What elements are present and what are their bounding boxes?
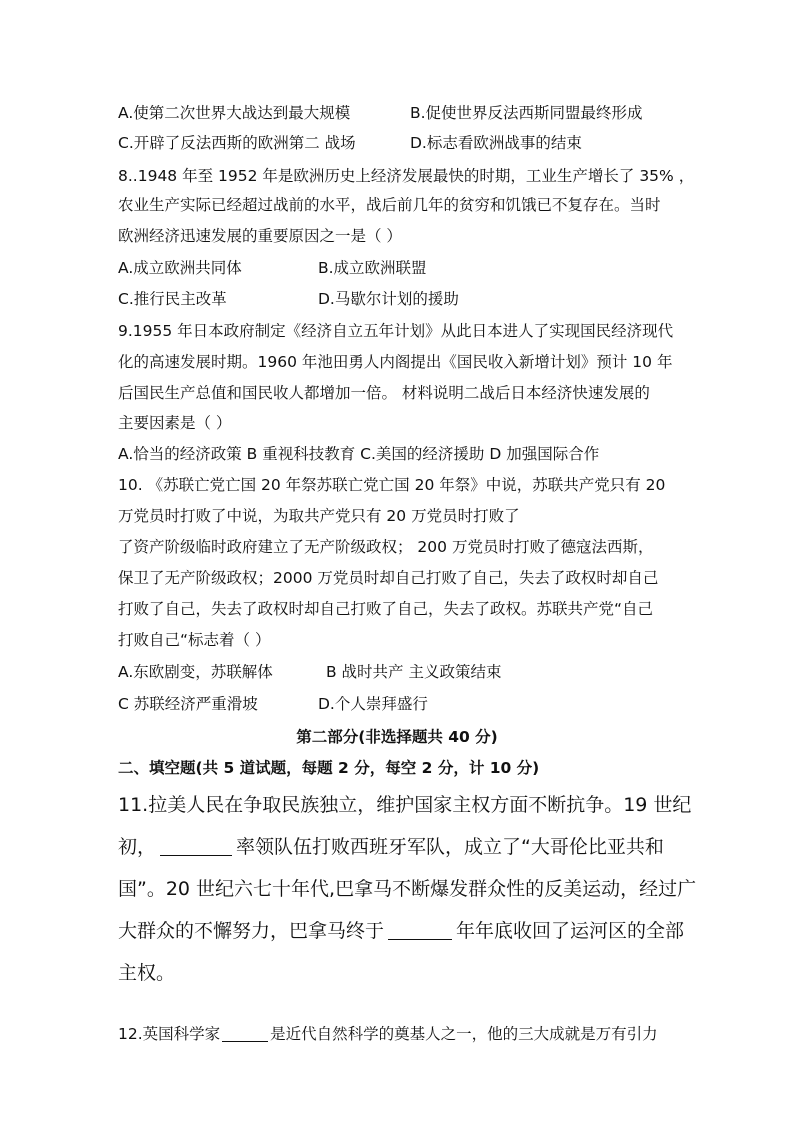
q11-answer-blank-2[interactable] <box>388 921 452 940</box>
q10-stem-line6: 打败自己“标志着（ ） <box>118 631 271 649</box>
q11-stem-line4 <box>118 919 684 943</box>
q12-answer-blank-1[interactable] <box>222 1023 268 1042</box>
q8-stem-line3: 欧洲经济迅速发展的重要原因之一是（ ） <box>118 227 402 245</box>
q12-stem-line1 <box>118 1023 658 1044</box>
q8-stem-line1: 8..1948 年至 1952 年是欧洲历史上经济发展最快的时期，工业生产增长了 35% ， <box>118 167 695 185</box>
q8-option-b: B.成立欧洲联盟 <box>318 259 427 277</box>
q8-option-a: A.成立欧洲共同体 <box>118 259 242 277</box>
q11-line2-suffix: 率领队伍打败西班牙军队，成立了“大哥伦比亚共和 <box>236 836 664 858</box>
q10-stem-line1: 10. 《苏联亡党亡国 20 年祭苏联亡党亡国 20 年祭》中说，苏联共产党只有 20 <box>118 476 666 494</box>
q12-line1-prefix: 12.英国科学家 <box>118 1025 221 1043</box>
q10-stem-line2: 万党员时打败了中说，为取共产党只有 20 万党员时打败了 <box>118 507 520 525</box>
q10-stem-line4: 保卫了无产阶级政权；2000 万党员时却自己打败了自己，失去了政权时却自己 <box>118 569 659 587</box>
q9-stem-line3: 后国民生产总值和国民收人都增加一倍。 材料说明二战后日本经济快速发展的 <box>118 384 650 402</box>
q10-stem-line3: 了资产阶级临时政府建立了无产阶级政权； 200 万党员时打败了德寇法西斯， <box>118 538 654 556</box>
q10-option-d: D.个人崇拜盛行 <box>318 695 428 713</box>
q9-stem-line2: 化的高速发展时期。1960 年池田勇人内阁提出《国民收入新增计划》预计 10 年 <box>118 353 673 371</box>
q10-option-b: B 战时共产 主义政策结束 <box>326 663 502 681</box>
q8-stem-line2: 农业生产实际已经超过战前的水平，战后前几年的贫穷和饥饿已不复存在。当时 <box>118 196 661 214</box>
q10-option-a: A.东欧剧变，苏联解体 <box>118 663 273 681</box>
q11-stem-line1: 11.拉美人民在争取民族独立，维护国家主权方面不断抗争。19 世纪 <box>118 794 692 816</box>
q7-option-a: A.使第二次世界大战达到最大规模 <box>118 104 351 122</box>
q11-line2-prefix: 初， <box>118 836 157 858</box>
q12-line1-suffix: 是近代自然科学的奠基人之一，他的三大成就是万有引力 <box>270 1025 658 1043</box>
q9-stem-line1: 9.1955 年日本政府制定《经济自立五年计划》从此日本进人了实现国民经济现代 <box>118 322 674 340</box>
q11-answer-blank-1[interactable] <box>160 837 232 856</box>
q11-stem-line2 <box>118 835 664 859</box>
q11-stem-line3: 国”。20 世纪六七十年代,巴拿马不断爆发群众性的反美运动，经过广 <box>118 878 697 900</box>
q11-stem-line5: 主权。 <box>118 962 176 984</box>
q10-option-c: C 苏联经济严重滑坡 <box>118 695 258 713</box>
q7-option-d: D.标志看欧洲战事的结束 <box>410 134 582 152</box>
q11-line4-suffix: 年年底收回了运河区的全部 <box>456 920 685 942</box>
q7-option-c: C.开辟了反法西斯的欧洲第二 战场 <box>118 134 356 152</box>
q9-options: A.恰当的经济政策 B 重视科技教育 C.美国的经济援助 D 加强国际合作 <box>118 445 600 463</box>
q9-stem-line4: 主要因素是（ ） <box>118 414 232 432</box>
q8-option-d: D.马歇尔计划的援助 <box>318 290 459 308</box>
part2-title: 第二部分(非选择题共 40 分) <box>296 728 498 746</box>
q7-option-b: B.促使世界反法西斯同盟最终形成 <box>410 104 643 122</box>
q8-option-c: C.推行民主改革 <box>118 290 227 308</box>
q10-stem-line5: 打败了自己，失去了政权时却自己打败了自己，失去了政权。苏联共产党“自己 <box>118 600 654 618</box>
q11-line4-prefix: 大群众的不懈努力，巴拿马终于 <box>118 920 385 942</box>
fill-in-section-heading: 二、填空题(共 5 道试题，每题 2 分，每空 2 分，计 10 分) <box>118 759 540 777</box>
